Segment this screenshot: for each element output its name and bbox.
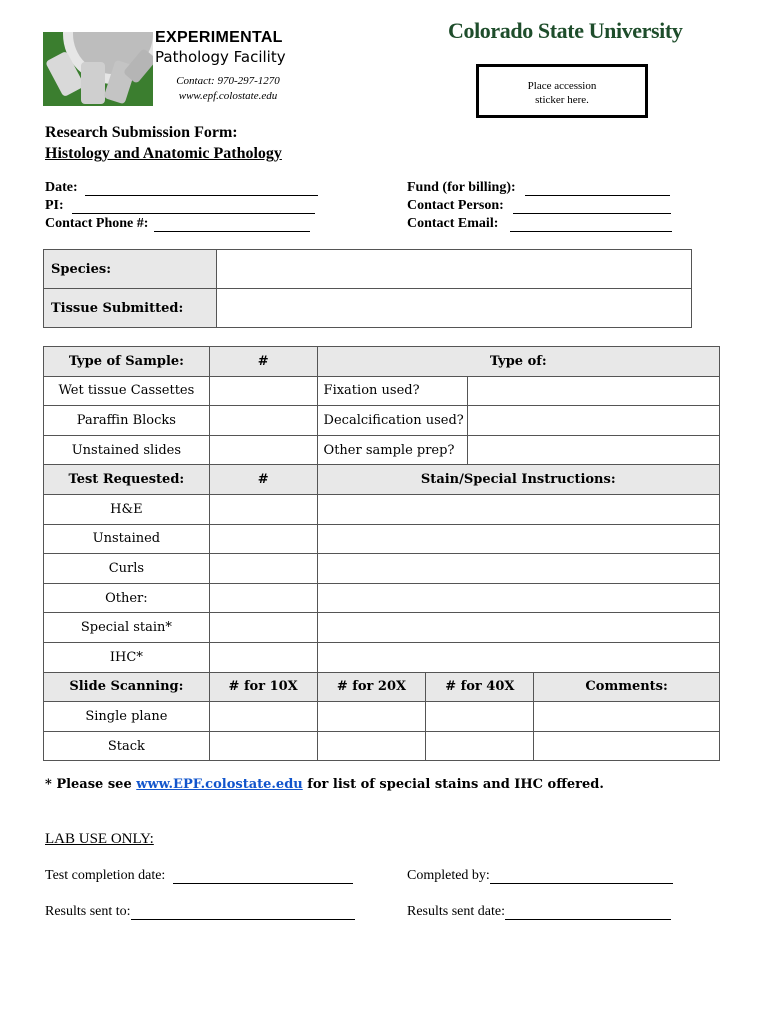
table-row [44, 376, 720, 406]
tissue-row [44, 289, 692, 328]
test-instructions-input[interactable] [317, 613, 719, 643]
sample-table [43, 346, 720, 761]
fund-field[interactable] [407, 180, 670, 196]
other-prep-label: Other sample prep? [317, 435, 468, 465]
species-row [44, 250, 692, 289]
contact-phone-label: Contact Phone #: [45, 216, 149, 231]
test-instructions-input[interactable] [317, 494, 719, 524]
decalcification-label: Decalcification used? [317, 406, 468, 436]
scan-20x-header: # for 20X [317, 672, 426, 702]
contact-email-label: Contact Email: [407, 216, 499, 231]
date-label: Date: [45, 180, 78, 195]
completion-date-field[interactable] [45, 868, 353, 884]
results-sent-date-line[interactable] [505, 905, 671, 920]
scan-comments-input[interactable] [534, 731, 720, 761]
test-count-input[interactable] [209, 583, 317, 613]
sample-count-input[interactable] [209, 435, 317, 465]
sticker-text-line1: Place accession [527, 80, 597, 92]
table-row [44, 613, 720, 643]
sample-type-paraffin-blocks: Paraffin Blocks [44, 406, 210, 436]
type-of-sample-header: Type of Sample: [44, 347, 210, 377]
species-table [43, 249, 692, 328]
contact-phone-line[interactable] [154, 217, 310, 232]
completed-by-line[interactable] [490, 869, 673, 884]
contact-email-field[interactable] [407, 216, 672, 232]
contact-phone: Contact: 970-297-1270 [176, 75, 280, 87]
table-row [44, 494, 720, 524]
test-ihc: IHC* [44, 642, 210, 672]
species-label: Species: [44, 250, 217, 289]
species-input[interactable] [217, 250, 692, 289]
form-title-line1: Research Submission Form: [45, 124, 238, 141]
fixation-input[interactable] [468, 376, 720, 406]
completion-date-label: Test completion date: [45, 868, 166, 883]
other-prep-input[interactable] [468, 435, 720, 465]
table-row [44, 702, 720, 732]
scan-header-row [44, 672, 720, 702]
form-title [45, 122, 282, 164]
form-title-line2: Histology and Anatomic Pathology [45, 145, 282, 162]
scan-10x-input[interactable] [209, 702, 317, 732]
test-instructions-input[interactable] [317, 642, 719, 672]
results-sent-date-label: Results sent date: [407, 904, 505, 919]
sample-count-header: # [209, 347, 317, 377]
sample-header-row [44, 347, 720, 377]
note-suffix: for list of special stains and IHC offered. [302, 777, 604, 792]
scan-single-plane: Single plane [44, 702, 210, 732]
test-instructions-input[interactable] [317, 554, 719, 584]
scan-40x-input[interactable] [426, 702, 534, 732]
table-row [44, 554, 720, 584]
scan-20x-input[interactable] [317, 731, 426, 761]
sample-type-unstained-slides: Unstained slides [44, 435, 210, 465]
test-he: H&E [44, 494, 210, 524]
test-other: Other: [44, 583, 210, 613]
decalcification-input[interactable] [468, 406, 720, 436]
results-sent-to-field[interactable] [45, 904, 355, 920]
accession-sticker-box [476, 64, 648, 118]
sample-type-wet-cassettes: Wet tissue Cassettes [44, 376, 210, 406]
sticker-text-line2: sticker here. [535, 94, 589, 106]
slide-scanning-header: Slide Scanning: [44, 672, 210, 702]
stain-instructions-header: Stain/Special Instructions: [317, 465, 719, 495]
test-count-input[interactable] [209, 494, 317, 524]
results-sent-to-label: Results sent to: [45, 904, 131, 919]
pi-line[interactable] [72, 199, 315, 214]
date-field[interactable] [45, 180, 318, 196]
fixation-label: Fixation used? [317, 376, 468, 406]
comments-header: Comments: [534, 672, 720, 702]
facility-subtitle: Pathology Facility [155, 48, 286, 66]
test-header-row [44, 465, 720, 495]
test-curls: Curls [44, 554, 210, 584]
test-count-header: # [209, 465, 317, 495]
stains-note [45, 777, 604, 792]
contact-web: www.epf.colostate.edu [178, 90, 278, 102]
facility-logo-image [43, 32, 153, 106]
scan-40x-input[interactable] [426, 731, 534, 761]
test-count-input[interactable] [209, 613, 317, 643]
completed-by-field[interactable] [407, 868, 673, 884]
epf-website-link[interactable]: www.EPF.colostate.edu [136, 777, 303, 792]
test-unstained: Unstained [44, 524, 210, 554]
date-line[interactable] [85, 181, 318, 196]
pi-field[interactable] [45, 198, 315, 214]
scan-40x-header: # for 40X [426, 672, 534, 702]
note-prefix: * Please see [45, 777, 137, 792]
fund-label: Fund (for billing): [407, 180, 516, 195]
table-row [44, 583, 720, 613]
lab-use-title: LAB USE ONLY: [45, 831, 154, 847]
test-instructions-input[interactable] [317, 583, 719, 613]
test-special-stain: Special stain* [44, 613, 210, 643]
sample-count-input[interactable] [209, 376, 317, 406]
results-sent-to-line[interactable] [131, 905, 355, 920]
table-row [44, 731, 720, 761]
table-row [44, 524, 720, 554]
scan-10x-input[interactable] [209, 731, 317, 761]
test-count-input[interactable] [209, 524, 317, 554]
completed-by-label: Completed by: [407, 868, 490, 883]
table-row [44, 435, 720, 465]
scan-10x-header: # for 10X [209, 672, 317, 702]
table-row [44, 642, 720, 672]
pi-label: PI: [45, 198, 64, 213]
test-count-input[interactable] [209, 554, 317, 584]
facility-title: EXPERIMENTAL [155, 29, 283, 46]
scan-20x-input[interactable] [317, 702, 426, 732]
contact-person-label: Contact Person: [407, 198, 504, 213]
contact-person-field[interactable] [407, 198, 671, 214]
results-sent-date-field[interactable] [407, 904, 671, 920]
test-instructions-input[interactable] [317, 524, 719, 554]
completion-date-line[interactable] [173, 869, 353, 884]
test-count-input[interactable] [209, 642, 317, 672]
scan-comments-input[interactable] [534, 702, 720, 732]
fund-line[interactable] [525, 181, 670, 196]
table-row [44, 406, 720, 436]
sample-count-input[interactable] [209, 406, 317, 436]
type-of-header: Type of: [317, 347, 719, 377]
tissue-input[interactable] [217, 289, 692, 328]
test-requested-header: Test Requested: [44, 465, 210, 495]
contact-person-line[interactable] [513, 199, 671, 214]
contact-phone-field[interactable] [45, 216, 310, 232]
contact-email-line[interactable] [510, 217, 672, 232]
tissue-label: Tissue Submitted: [44, 289, 217, 328]
scan-stack: Stack [44, 731, 210, 761]
university-logo: Colorado State University [448, 18, 683, 43]
